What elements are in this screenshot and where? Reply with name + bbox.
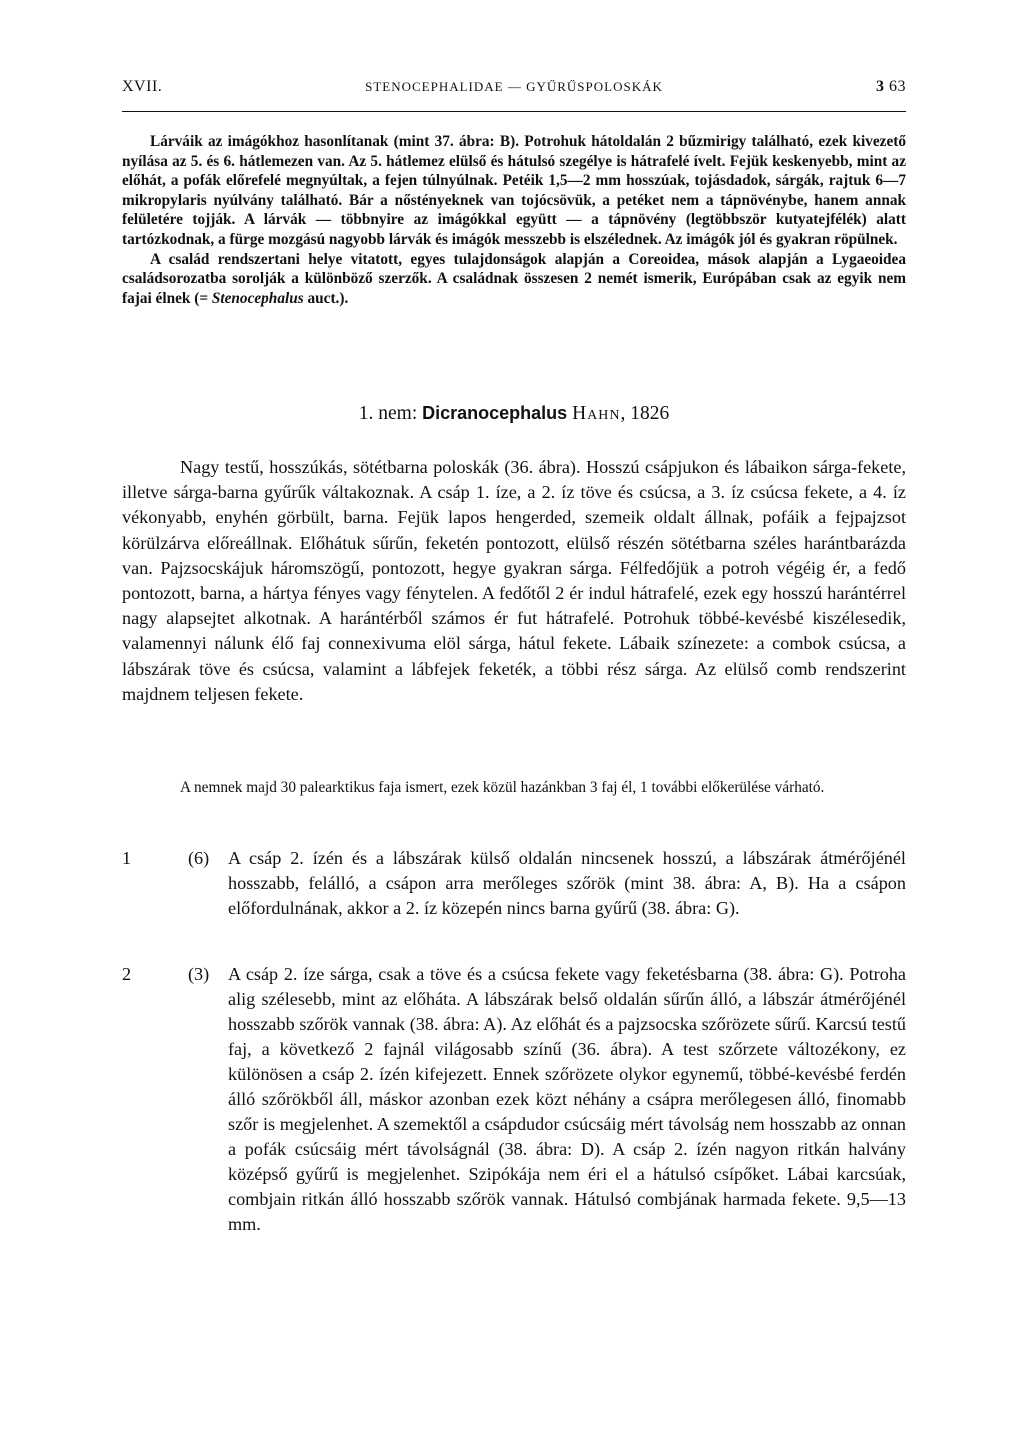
- intro-systematics-genus: Stenocephalus: [211, 289, 304, 307]
- header-rule: [122, 111, 906, 112]
- page-number: [876, 78, 906, 96]
- page-section: 3: [876, 78, 885, 95]
- key-entry: [122, 962, 906, 1237]
- key-entry-number: 2: [122, 964, 132, 984]
- page-number-value: 63: [889, 78, 906, 95]
- intro-systematics-end: auct.).: [307, 289, 349, 307]
- genus-description: [122, 455, 906, 707]
- intro-paragraph-larvae: Lárváik az imágókhoz hasonlítanak (mint 37. ábra: B). Potrohuk hátoldalán 2 bűzmirigy található, ezek kivezető nyílása az 5. és 6. hátlemezen van. Az 5. hátlemez elülső és hátulsó szegélye is hátrafelé ívelt. Fejük keskenyebb, mint az előhát, a pofák előrefelé megnyúltak, a fejen túlnyúlnak. Petéik 1,5—2 mm hosszúak, tojásdadok, sárgák, rajtuk 6—7 mikropylaris nyúlvány található. Bár a nőstényeknek van tojócsövük, a petéket nem a tápnövénybe, hanem annak felületére tojják. A lárvák — többnyire az imágókkal együtt — a tápnövény (legtöbbször kutyatejfélék) alatt tartózkodnak, a fürge mozgású nagyobb lárvák és imágók messzebb is elszélednek. Az imágók jól és gyakran röpülnek.: [122, 133, 906, 248]
- key-entry-text: A csáp 2. íze sárga, csak a töve és a csúcsa fekete vagy feketésbarna (38. ábra: G). Potroha alig szélesebb, mint az előháta. A lábszárak belső oldalán sűrűn álló, a lábszár átmérőjénél hosszabb szőrök vannak (38. ábra: A). Az előhát és a pajzsocska szőrözete sűrű. Karcsú testű faj, a következő 2 fajnál világosabb színű (36. ábra). A test szőrzete változékony, ez különösen a csáp 2. ízén kifejezett. Ennek szőrözete olykor egynemű, többé-kevésbé ferdén álló szőrökből áll, máskor azonban ezek közt néhány a csápra merőlegesen álló, finomabb szőr is megjelenhet. A szemektől a csápdudor csúcsáig mért távolság nem hosszabb az onnan a pofák csúcsáig mért távolságnál (38. ábra: D). A csáp 2. ízén nagyon ritkán halvány középső gyűrű is megjelenhet. Szipókája nem éri el a hátulsó csípőket. Lábai karcsúak, combjain ritkán álló hosszabb szőrök vannak. Hátulsó combjának harmada fekete. 9,5—13 mm.: [228, 964, 906, 1234]
- running-header: [122, 78, 906, 102]
- intro-paragraph-systematics: [122, 250, 906, 309]
- running-title: STENOCEPHALIDAE — GYŰRŰSPOLOSKÁK: [365, 79, 663, 94]
- genus-prefix: 1. nem:: [358, 403, 418, 424]
- intro-systematics-text: A család rendszertani helye vitatott, egyes tulajdonságok alapján a Coreoidea, mások alapján a Lygaeoidea családsorozatba sorolják a különböző szerzők. A családnak összesen 2 nemét ismerik, Európában csak az egyik nem fajai élnek (=: [122, 250, 906, 307]
- key-entry: [122, 846, 906, 921]
- genus-author: Hahn: [572, 403, 621, 424]
- key-entry-reference: (6): [188, 848, 210, 868]
- genus-heading: [122, 403, 906, 425]
- key-entry-number: 1: [122, 848, 132, 868]
- family-intro: [122, 132, 906, 308]
- key-entry-text: A csáp 2. ízén és a lábszárak külső oldalán nincsenek hosszú, a lábszárak átmérőjénél hosszabb, felálló, a csápon arra merőleges szőrök (mint 38. ábra: A, B). Ha a csápon előfordulnának, akkor a 2. íz közepén nincs barna gyűrű (38. ábra: G).: [228, 848, 906, 918]
- genus-year: , 1826: [620, 403, 670, 424]
- genus-name: Dicranocephalus: [422, 403, 568, 423]
- genus-note: [122, 777, 906, 799]
- chapter-number: XVII.: [122, 78, 163, 95]
- key-entry-reference: (3): [188, 964, 210, 984]
- genus-note-text: A nemnek majd 30 palearktikus faja ismert, ezek közül hazánkban 3 faj él, 1 további előkerülése várható.: [180, 779, 825, 796]
- genus-description-text: Nagy testű, hosszúkás, sötétbarna poloskák (36. ábra). Hosszú csápjukon és lábaikon sárga-fekete, illetve sárga-barna gyűrűk váltakoznak. A csáp 1. íze, a 2. íz töve és csúcsa, a 3. íz csúcsa fekete, a 4. íz vékonyabb, enyhén görbült, barna. Fejük lapos hengerded, szemeik oldalt állnak, pofáik a fejpajzsot körülzárva előreállnak. Előhátuk sűrűn, feketén pontozott, elülső részén sötétbarna széles harántbarázda van. Pajzsocskájuk háromszögű, pontozott, hegye gyakran sárga. Félfedőjük a potroh végéig ér, a fedő pontozott, barna, a hártya fényes vagy fénytelen. A fedőtől 2 ér indul hátrafelé, ezek egy hosszú harántérrel nagy alapsejtet alkotnak. A harántérből számos ér fut hátrafelé. Potrohuk többé-kevésbé kiszélesedik, valamennyi nálunk élő faj connexivuma elöl sárga, hátul fekete. Lábaik színezete: a combok csúcsa, a lábszárak töve és csúcsa, valamint a lábfejek feketék, a többi rész sárga. Az elülső comb rendszerint majdnem teljesen fekete.: [122, 457, 906, 704]
